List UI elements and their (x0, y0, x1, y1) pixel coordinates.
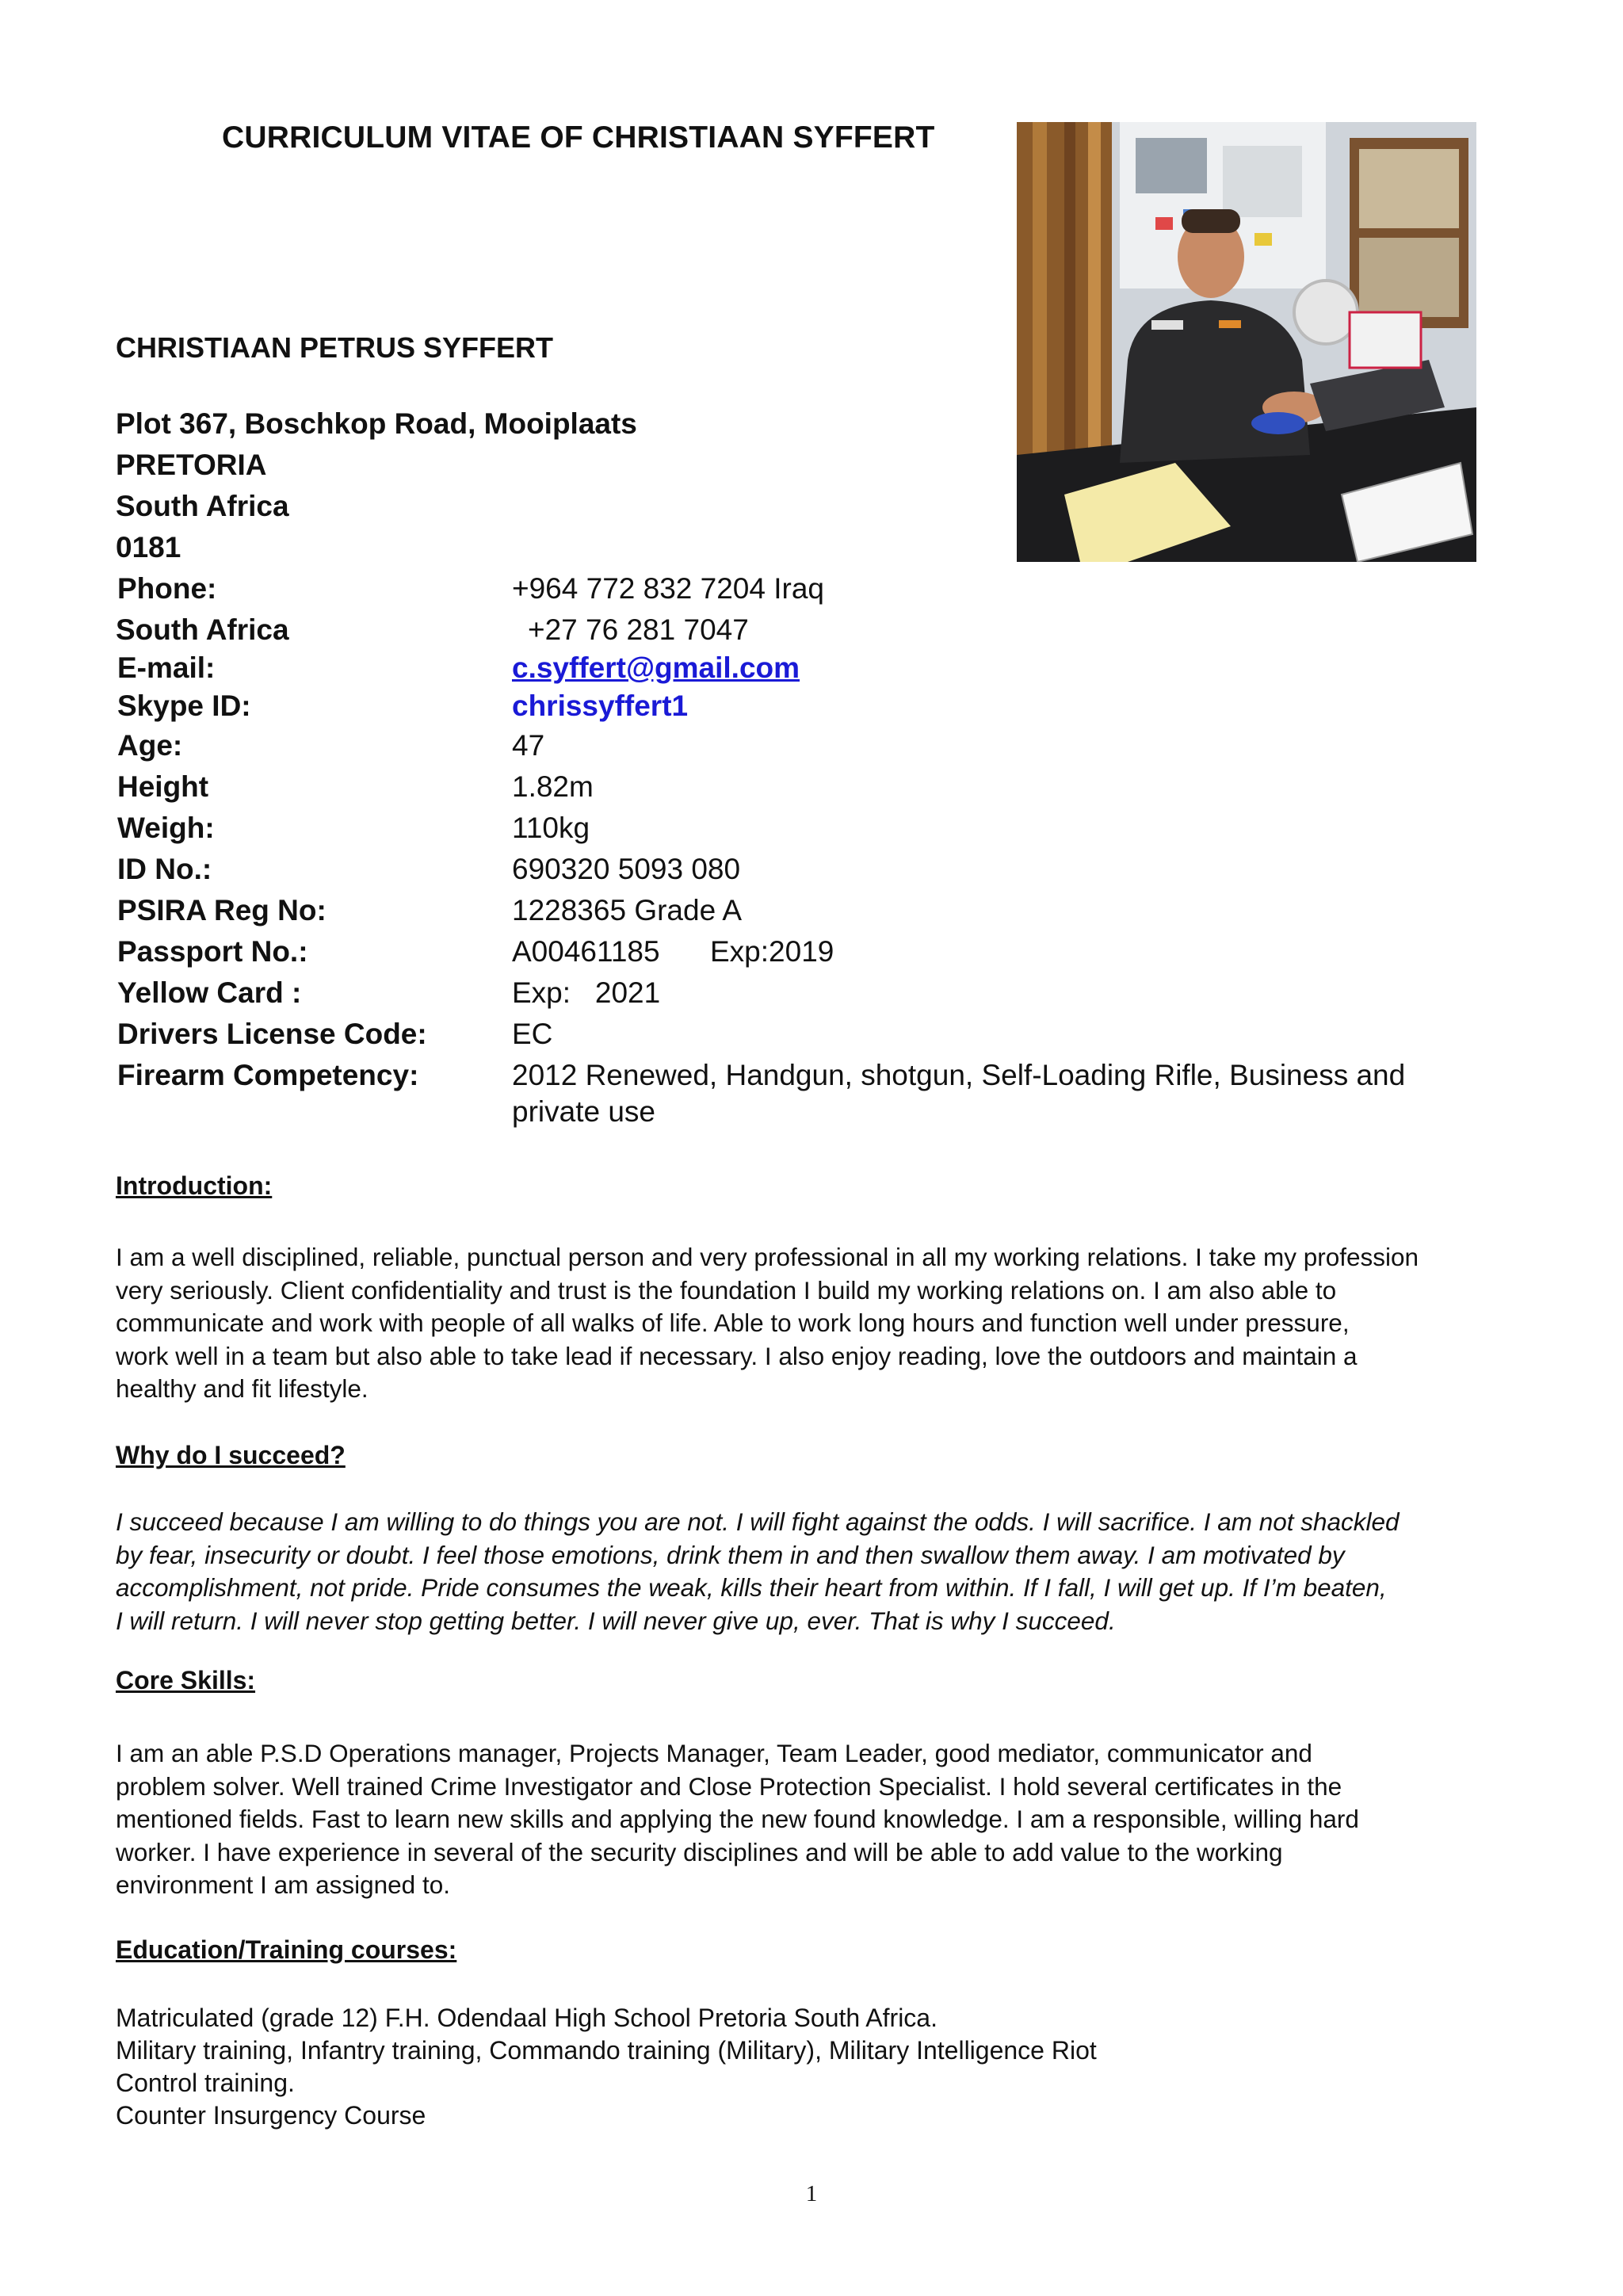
address-country: South Africa (116, 490, 289, 522)
detail-row-phone (116, 572, 1542, 613)
text-line: I succeed because I am willing to do things you are not. I will fight against the odds. I will sacrifice. I am not shackled (116, 1507, 1400, 1536)
detail-value: Exp: 2021 (512, 976, 661, 1009)
detail-value: 47 (512, 729, 545, 762)
detail-row-phone-sa (116, 613, 1542, 655)
detail-value: 2012 Renewed, Handgun, shotgun, Self-Loading Rifle, Business and (512, 1059, 1406, 1091)
address-city: PRETORIA (116, 449, 267, 481)
text-line: healthy and fit lifestyle. (116, 1374, 369, 1403)
text-line: I am a well disciplined, reliable, punctual person and very professional in all my working relations. I take my profession (116, 1243, 1419, 1271)
detail-value: 110kg (512, 812, 590, 844)
detail-label: Firearm Competency: (117, 1059, 419, 1091)
introduction-heading: Introduction: (116, 1171, 273, 1200)
detail-value: A00461185 (512, 935, 660, 968)
detail-row-yellow-card (116, 976, 1542, 1018)
detail-row-license (116, 1018, 1542, 1059)
education-heading: Education/Training courses: (116, 1935, 457, 1964)
detail-value: +27 76 281 7047 (528, 613, 749, 646)
page-number: 1 (805, 2181, 818, 2206)
skype-id: chrissyffert1 (512, 690, 689, 722)
email-link[interactable]: c.syffert@gmail.com (512, 651, 800, 684)
text-line: work well in a team but also able to take lead if necessary. I also enjoy reading, love the outdoors and maintain a (116, 1341, 1358, 1370)
detail-value: EC (512, 1018, 553, 1050)
detail-row-firearm (116, 1059, 1542, 1138)
text-line: Matriculated (grade 12) F.H. Odendaal High School Pretoria South Africa. (116, 2004, 938, 2032)
detail-row-email (116, 651, 1542, 693)
text-line: Military training, Infantry training, Commando training (Military), Military Intelligence Riot (116, 2036, 1097, 2065)
text-line: accomplishment, not pride. Pride consumes the weak, kills their heart from within. If I fall, I will get up. If I’m beaten, (116, 1573, 1387, 1602)
core-skills-text (116, 1737, 1517, 1902)
text-line: mentioned fields. Fast to learn new skills and applying the new found knowledge. I am a responsible, willing hard (116, 1805, 1359, 1833)
detail-label: E-mail: (117, 651, 216, 684)
detail-label: Skype ID: (117, 690, 251, 722)
text-line: worker. I have experience in several of the security disciplines and will be able to add value to the working (116, 1837, 1283, 1866)
detail-label: Height (117, 770, 209, 803)
detail-row-id (116, 853, 1542, 894)
detail-label: Weigh: (117, 812, 215, 844)
why-succeed-heading: Why do I succeed? (116, 1441, 346, 1469)
detail-value: 1.82m (512, 770, 594, 803)
detail-value: +964 772 832 7204 Iraq (512, 572, 824, 605)
text-line: Control training. (116, 2069, 295, 2097)
detail-label: ID No.: (117, 853, 212, 885)
detail-row-passport (116, 935, 1542, 976)
detail-row-psira (116, 894, 1542, 935)
detail-label: Age: (117, 729, 183, 762)
detail-label: South Africa (116, 613, 289, 646)
text-line: environment I am assigned to. (116, 1870, 450, 1899)
text-line: I am an able P.S.D Operations manager, Projects Manager, Team Leader, good mediator, communicator and (116, 1739, 1312, 1767)
detail-label: Passport No.: (117, 935, 308, 968)
detail-row-weight (116, 812, 1542, 853)
text-line: I will return. I will never stop getting better. I will never give up, ever. That is why I succeed. (116, 1606, 1116, 1635)
detail-label: PSIRA Reg No: (117, 894, 327, 926)
detail-label: Yellow Card : (117, 976, 302, 1009)
passport-expiry: Exp:2019 (710, 935, 834, 968)
text-line: problem solver. Well trained Crime Investigator and Close Protection Specialist. I hold several certificates in the (116, 1771, 1342, 1801)
text-line: by fear, insecurity or doubt. I feel those emotions, drink them in and then swallow them away. I am motivated by (116, 1540, 1345, 1569)
detail-row-age (116, 729, 1542, 770)
address-line-1: Plot 367, Boschkop Road, Mooiplaats (116, 407, 637, 440)
document-title: CURRICULUM VITAE OF CHRISTIAAN SYFFERT (222, 120, 935, 155)
why-succeed-text (116, 1506, 1517, 1637)
detail-label: Drivers License Code: (117, 1018, 427, 1050)
detail-value-continued: private use (512, 1095, 655, 1128)
education-text (116, 2002, 1463, 2132)
introduction-text (116, 1241, 1517, 1406)
detail-row-skype (116, 690, 1542, 731)
detail-label: Phone: (117, 572, 217, 605)
detail-value: 690320 5093 080 (512, 853, 741, 885)
full-name: CHRISTIAAN PETRUS SYFFERT (116, 331, 554, 364)
text-line: very seriously. Client confidentiality and trust is the foundation I build my working relations on. I am also able to (116, 1275, 1337, 1305)
detail-value: 1228365 Grade A (512, 894, 743, 926)
text-line: communicate and work with people of all walks of life. Able to work long hours and function well under pressure, (116, 1308, 1350, 1337)
profile-photo (1017, 122, 1476, 562)
text-line: Counter Insurgency Course (116, 2101, 426, 2130)
detail-row-height (116, 770, 1542, 812)
address-postal-code: 0181 (116, 531, 181, 563)
core-skills-heading: Core Skills: (116, 1666, 256, 1694)
profile-photo-image (1017, 122, 1476, 562)
